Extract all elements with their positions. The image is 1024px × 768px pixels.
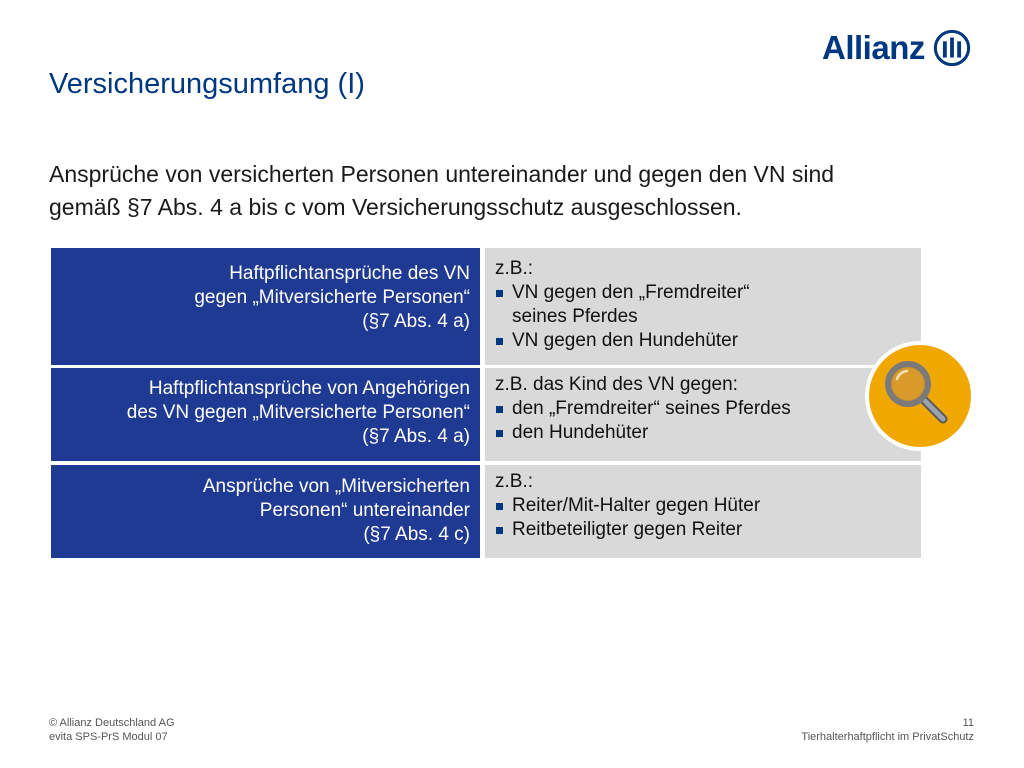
module-text: evita SPS-PrS Modul 07 — [49, 731, 168, 743]
lead-line: Ansprüche von versicherten Personen untereinander und gegen den VN sind — [49, 161, 835, 187]
example-item — [495, 518, 911, 542]
footer-left — [49, 716, 175, 744]
example-item — [495, 329, 911, 353]
example-item-line: VN gegen den Hundehüter — [512, 330, 739, 351]
claim-type-cell — [51, 248, 480, 365]
allianz-logo — [822, 28, 971, 68]
claim-type-line: Haftpflichtansprüche des VN — [229, 263, 470, 284]
claim-type-line: (§7 Abs. 4 c) — [363, 524, 470, 545]
example-item — [495, 494, 911, 518]
page-number: 11 — [962, 717, 974, 729]
lead-line: gemäß §7 Abs. 4 a bis c vom Versicherungsschutz ausgeschlossen. — [49, 194, 742, 220]
example-intro: z.B. das Kind des VN gegen: — [495, 374, 738, 395]
example-item-line: Reitbeteiligter gegen Reiter — [512, 519, 743, 540]
claim-type-line: Haftpflichtansprüche von Angehörigen — [148, 378, 470, 399]
allianz-eagle-icon — [933, 29, 971, 67]
logo-text: Allianz — [822, 29, 925, 66]
topic-text: Tierhalterhaftpflicht im PrivatSchutz — [801, 731, 974, 743]
example-item — [495, 281, 911, 329]
claim-type-line: gegen „Mitversicherte Personen“ — [194, 287, 470, 308]
example-item — [495, 421, 911, 445]
claim-type-cell — [51, 465, 480, 558]
claim-type-line: des VN gegen „Mitversicherte Personen“ — [126, 402, 470, 423]
example-intro: z.B.: — [495, 258, 534, 279]
table-row — [51, 368, 921, 461]
example-cell — [485, 465, 921, 558]
example-item-line: seines Pferdes — [512, 306, 638, 327]
magnifier-icon — [863, 339, 977, 453]
lead-text — [49, 158, 949, 224]
example-cell — [485, 248, 921, 365]
example-item-line: Reiter/Mit-Halter gegen Hüter — [512, 495, 761, 516]
page-title: Versicherungsumfang (I) — [49, 68, 365, 100]
example-intro: z.B.: — [495, 471, 534, 492]
example-item-line: den Hundehüter — [512, 422, 649, 443]
claim-type-line: (§7 Abs. 4 a) — [362, 311, 470, 332]
claim-type-line: Personen“ untereinander — [259, 500, 470, 521]
copyright-text: © Allianz Deutschland AG — [49, 717, 175, 729]
example-cell — [485, 368, 921, 461]
claim-type-line: (§7 Abs. 4 a) — [362, 426, 470, 447]
example-item-line: VN gegen den „Fremdreiter“ — [512, 282, 750, 303]
claim-type-cell — [51, 368, 480, 461]
table-row — [51, 248, 921, 365]
example-item — [495, 397, 911, 421]
example-list — [495, 281, 911, 353]
example-list — [495, 397, 911, 445]
footer-right — [801, 716, 974, 744]
claim-type-line: Ansprüche von „Mitversicherten — [202, 476, 470, 497]
example-list — [495, 494, 911, 542]
example-item-line: den „Fremdreiter“ seines Pferdes — [512, 398, 791, 419]
table-row — [51, 465, 921, 558]
